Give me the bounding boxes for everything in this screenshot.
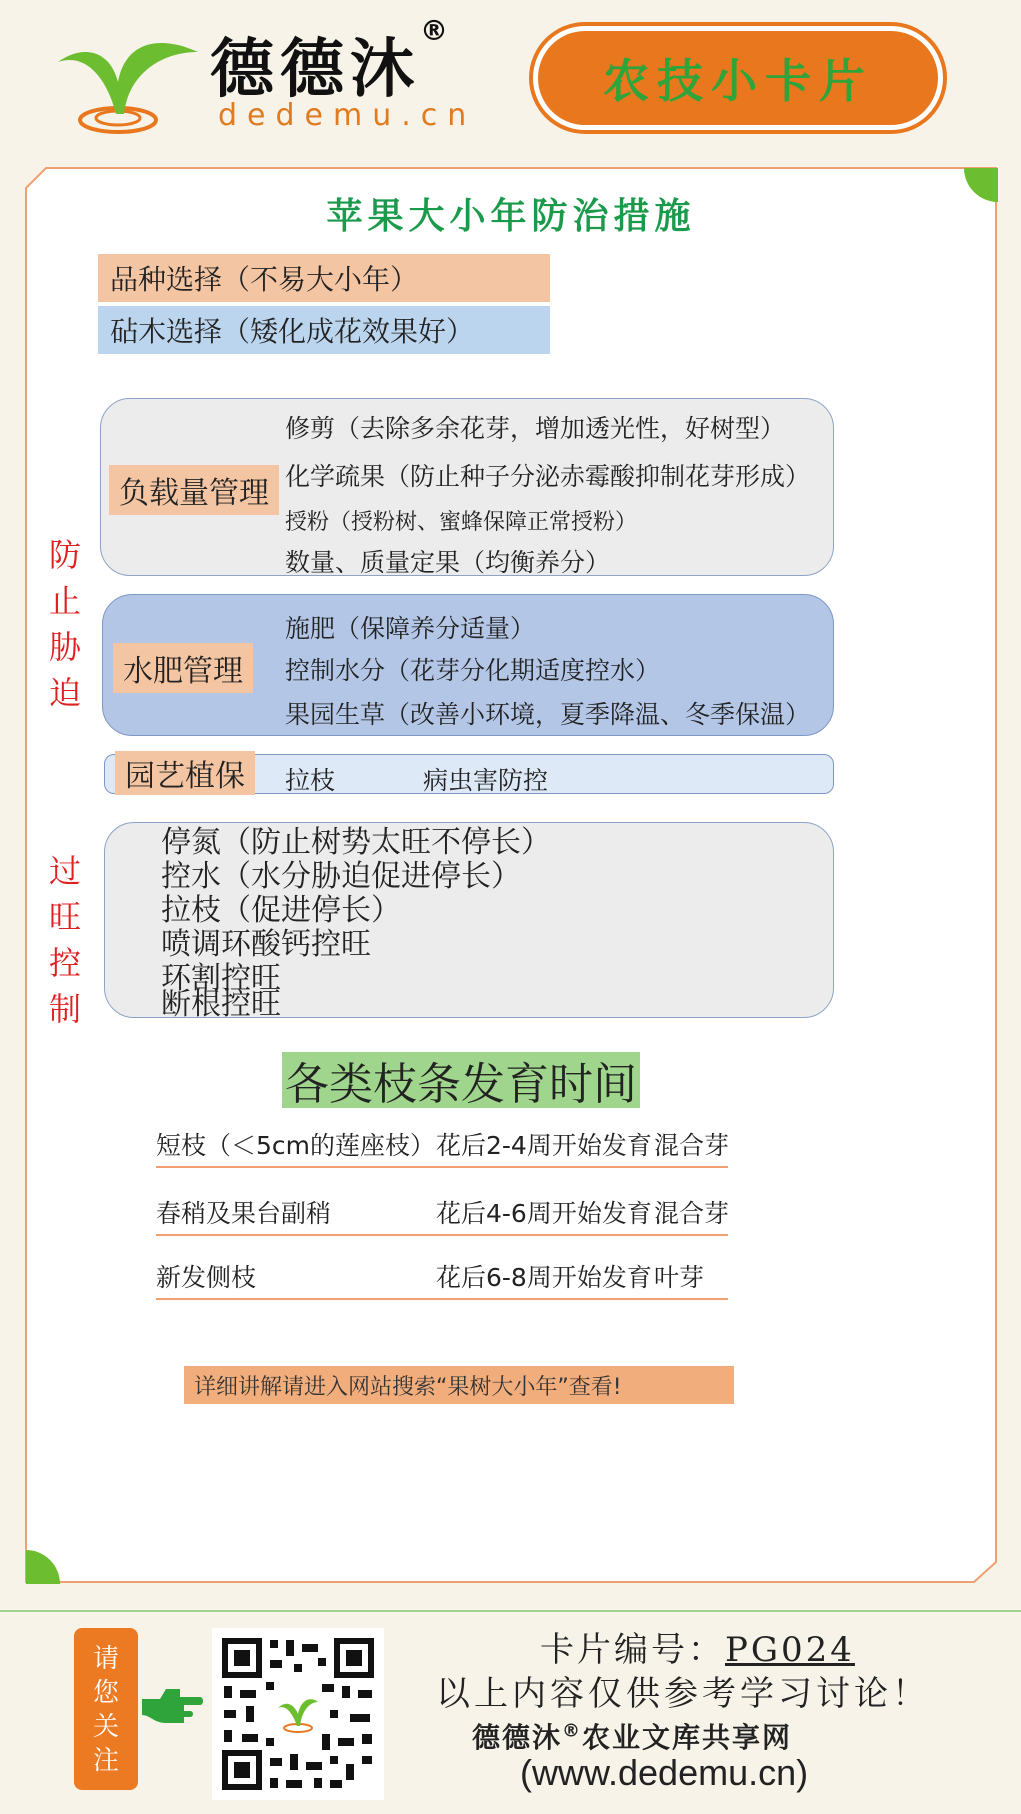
- qr-code-icon[interactable]: [212, 1628, 384, 1800]
- list-item: 停氮（防止树势太旺不停长）: [161, 825, 551, 860]
- bud-cell: 混合芽: [654, 1199, 730, 1228]
- bud-cell: 叶芽: [654, 1263, 705, 1292]
- bud-cell: 混合芽: [654, 1131, 730, 1160]
- water-fertilizer-box: [102, 594, 834, 736]
- prevent-stress-label: 防 止 胁 迫: [48, 536, 81, 712]
- card-number: 卡片编号：PG024: [540, 1630, 855, 1670]
- list-item: 施肥（保障养分适量）: [285, 614, 536, 643]
- list-item: 病虫害防控: [423, 766, 549, 795]
- dedemu-logo-icon: [58, 22, 208, 140]
- horticulture-box: [104, 754, 834, 794]
- table-row: [156, 1120, 728, 1168]
- disclaimer-text: 以上内容仅供参考学习讨论！: [436, 1674, 930, 1714]
- timing-cell: 花后2-4周开始发育: [436, 1131, 652, 1160]
- timing-cell: 花后4-6周开始发育: [436, 1199, 652, 1228]
- footer-divider: [0, 1610, 1021, 1612]
- list-item: 修剪（去除多余花芽，增加透光性，好树型）: [285, 414, 786, 443]
- list-item: 化学疏果（防止种子分泌赤霉酸抑制花芽形成）: [285, 462, 811, 491]
- brand-name: 德德沐®: [210, 14, 454, 107]
- branch-section-title: 各类枝条发育时间: [282, 1052, 640, 1108]
- water-fertilizer-tag: 水肥管理: [113, 643, 253, 693]
- vigor-control-label: 过 旺 控 制: [48, 852, 81, 1028]
- list-item: 拉枝: [285, 766, 336, 795]
- pointing-hand-icon: [140, 1685, 204, 1727]
- vigor-control-box: [104, 822, 834, 1022]
- search-tip-note: 详细讲解请进入网站搜索“果树大小年”查看!: [184, 1366, 734, 1404]
- horticulture-tag: 园艺植保: [115, 751, 255, 795]
- follow-us-label: 请 您 关 注: [74, 1628, 138, 1790]
- table-row: [156, 1252, 728, 1300]
- list-item: 环割控旺: [161, 961, 281, 996]
- card-type-badge: [533, 26, 943, 130]
- branch-cell: 新发侧枝: [156, 1263, 257, 1292]
- brand-url: dedemu.cn: [218, 98, 477, 133]
- load-management-tag: 负载量管理: [109, 465, 279, 515]
- timing-cell: 花后6-8周开始发育: [436, 1263, 652, 1292]
- list-item: 喷调环酸钙控旺: [161, 927, 371, 962]
- site-name: 德德沐®农业文库共享网: [472, 1720, 793, 1754]
- list-item: 断根控旺: [161, 987, 281, 1022]
- site-url-link[interactable]: (www.dedemu.cn): [520, 1752, 809, 1793]
- branch-cell: 春稍及果台副稍: [156, 1199, 332, 1228]
- rootstock-selection-bar: 砧木选择（矮化成花效果好）: [98, 306, 550, 354]
- list-item: 果园生草（改善小环境，夏季降温、冬季保温）: [285, 700, 811, 729]
- load-management-box: [100, 398, 834, 576]
- variety-selection-bar: 品种选择（不易大小年）: [98, 254, 550, 302]
- table-row: [156, 1188, 728, 1236]
- branch-cell: 短枝（＜5cm的莲座枝）: [156, 1131, 436, 1160]
- card-title: 苹果大小年防治措施: [326, 196, 696, 237]
- list-item: 控制水分（花芽分化期适度控水）: [285, 656, 661, 685]
- badge-label: 农技小卡片: [603, 54, 873, 108]
- list-item: 数量、质量定果（均衡养分）: [285, 548, 611, 577]
- list-item: 拉枝（促进停长）: [161, 893, 401, 928]
- list-item: 授粉（授粉树、蜜蜂保障正常授粉）: [285, 510, 638, 535]
- list-item: 控水（水分胁迫促进停长）: [161, 859, 521, 894]
